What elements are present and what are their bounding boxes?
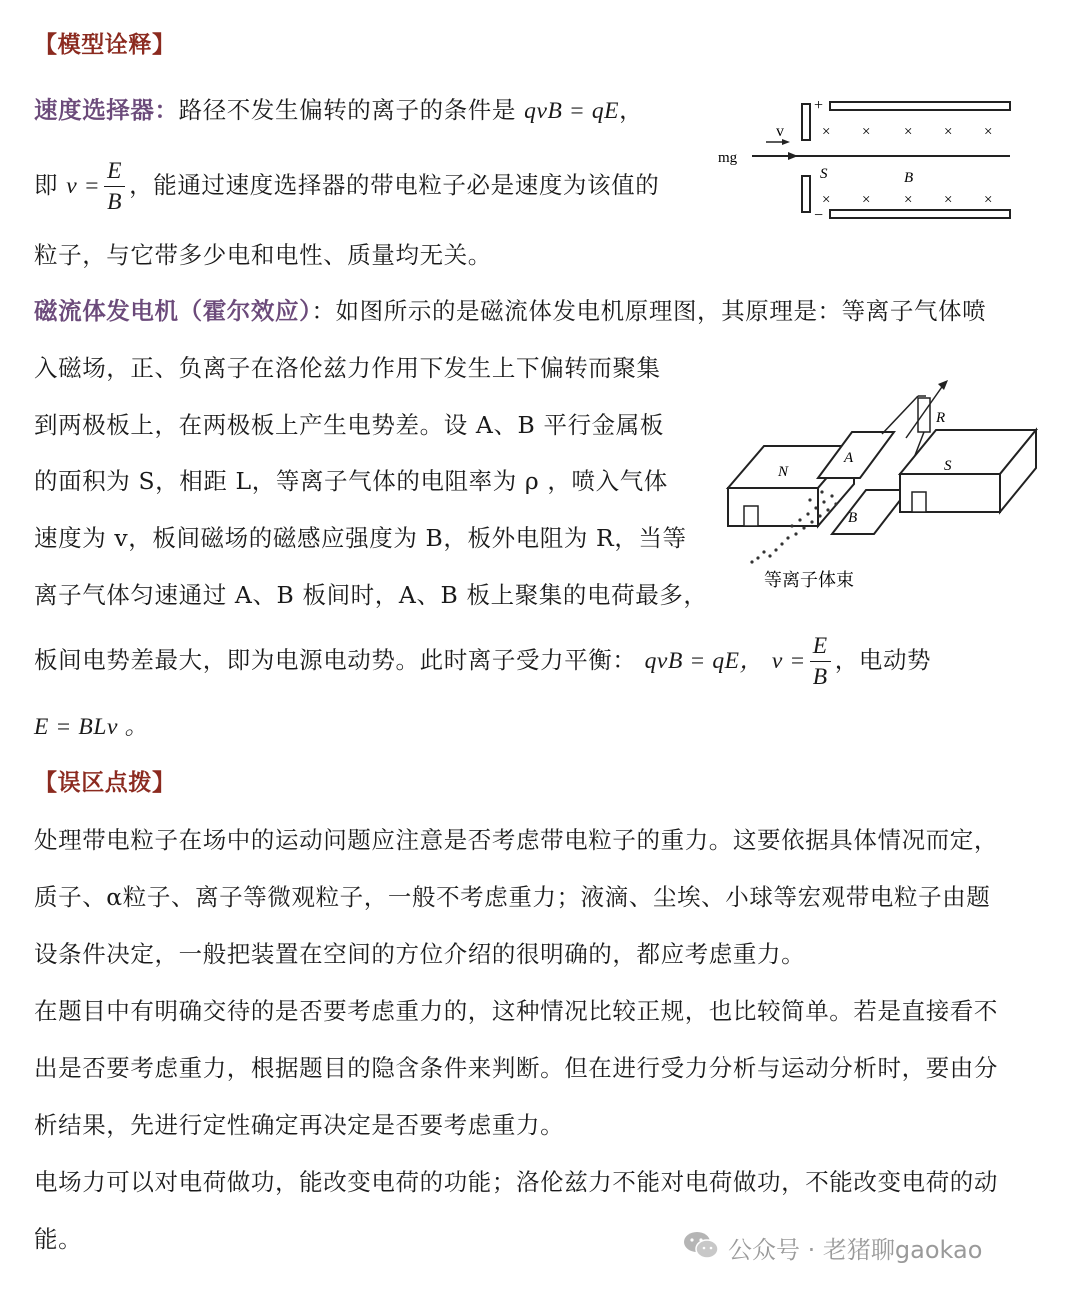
tips-p2-line-2: 出是否要考虑重力，根据题目的隐含条件来判断。但在进行受力分析与运动分析时，要由分 — [34, 1054, 998, 1082]
mg-label: mg — [718, 150, 738, 166]
velocity-selector-line-1 — [34, 95, 643, 126]
svg-text:×: × — [822, 124, 831, 140]
mhd-line-4: 的面积为 S，相距 L，等离子气体的电阻率为 ρ ，喷入气体 — [34, 467, 668, 495]
svg-text:×: × — [822, 192, 831, 208]
arrow-head — [788, 152, 798, 160]
formula: v = — [66, 173, 101, 199]
b-label: B — [904, 170, 914, 186]
b-label: B — [848, 510, 858, 526]
svg-text:×: × — [944, 192, 953, 208]
svg-text:×: × — [984, 124, 993, 140]
tips-p1-line-1: 处理带电粒子在场中的运动问题应注意是否考虑带电粒子的重力。这要依据具体情况而定， — [34, 826, 998, 854]
cross-marks — [822, 124, 992, 208]
svg-text:×: × — [862, 124, 871, 140]
mhd-line-3: 到两极板上，在两极板上产生电势差。设 A、B 平行金属板 — [34, 411, 664, 439]
mhd-line-7 — [34, 630, 931, 692]
a-label: A — [844, 450, 854, 466]
velocity-selector-line-3: 粒子，与它带多少电和电性、质量均无关。 — [34, 241, 492, 269]
tips-p2-line-3: 析结果，先进行定性确定再决定是否要考虑重力。 — [34, 1111, 565, 1139]
velocity-selector-line-2 — [34, 155, 659, 217]
mhd-line-5: 速度为 v，板间磁场的磁感应强度为 B，板外电阻为 R，当等 — [34, 524, 687, 552]
text: ：如图所示的是磁流体发电机原理图，其原理是：等离子气体喷 — [311, 297, 987, 325]
section-heading-model: 【模型诠释】 — [34, 32, 176, 58]
formula: qvB = qE， — [644, 648, 764, 674]
s-label: S — [820, 166, 828, 182]
punct: ， — [619, 96, 644, 124]
fraction-e-over-b: $\frac{E}{B}$ — [810, 631, 831, 692]
svg-text:×: × — [984, 192, 993, 208]
text: 板间电势差最大，即为电源电动势。此时离子受力平衡： — [34, 646, 637, 674]
s-label: S — [944, 458, 952, 474]
minus-sign: − — [814, 207, 824, 224]
formula: qvB = qE — [524, 98, 620, 124]
text: ，能通过速度选择器的带电粒子必是速度为该值的 — [129, 171, 660, 199]
text: 即 — [34, 171, 59, 199]
left-plate-top — [802, 104, 810, 140]
r-label: R — [936, 410, 946, 426]
formula: v = — [771, 648, 806, 674]
fraction-e-over-b: $\frac{E}{B}$ — [104, 156, 125, 217]
svg-text:×: × — [862, 192, 871, 208]
mhd-term: 磁流体发电机（霍尔效应） — [34, 297, 312, 325]
v-label: v — [776, 123, 784, 140]
velocity-selector-term: 速度选择器： — [34, 96, 179, 124]
mhd-generator-diagram — [722, 376, 1042, 598]
text: ，电动势 — [834, 646, 932, 674]
tips-p3-line-2: 能。 — [34, 1225, 83, 1253]
mhd-line-1 — [34, 296, 986, 326]
bottom-plate — [830, 210, 1010, 218]
svg-text:×: × — [944, 124, 953, 140]
n-label: N — [778, 464, 789, 480]
tips-p1-line-3: 设条件决定，一般把装置在空间的方位介绍的很明确的，都应考虑重力。 — [34, 940, 806, 968]
svg-text:×: × — [904, 124, 913, 140]
tips-p1-line-2: 质子、α粒子、离子等微观粒子，一般不考虑重力；液滴、尘埃、小球等宏观带电粒子由题 — [34, 883, 991, 911]
velocity-selector-diagram — [712, 92, 1022, 232]
top-plate — [830, 102, 1010, 110]
mhd-line-2: 入磁场，正、负离子在洛伦兹力作用下发生上下偏转而聚集 — [34, 354, 661, 382]
watermark-text: 公众号 · 老猪聊gaokao — [728, 1236, 983, 1264]
text: 路径不发生偏转的离子的条件是 — [178, 96, 517, 124]
section-heading-tips: 【误区点拨】 — [34, 770, 176, 796]
mhd-emf-formula: E = BLv 。 — [34, 714, 149, 740]
plus-sign: + — [814, 97, 824, 114]
tips-p2-line-1: 在题目中有明确交待的是否要考虑重力的，这种情况比较正规，也比较简单。若是直接看不 — [34, 997, 998, 1025]
figure-caption: 等离子体束 — [764, 570, 854, 591]
mhd-line-6: 离子气体匀速通过 A、B 板间时，A、B 板上聚集的电荷最多， — [34, 581, 708, 609]
svg-text:×: × — [904, 192, 913, 208]
wechat-icon — [682, 1230, 722, 1260]
tips-p3-line-1: 电场力可以对电荷做功，能改变电荷的功能；洛伦兹力不能对电荷做功，不能改变电荷的动 — [34, 1168, 998, 1196]
left-plate-bottom — [802, 176, 810, 212]
